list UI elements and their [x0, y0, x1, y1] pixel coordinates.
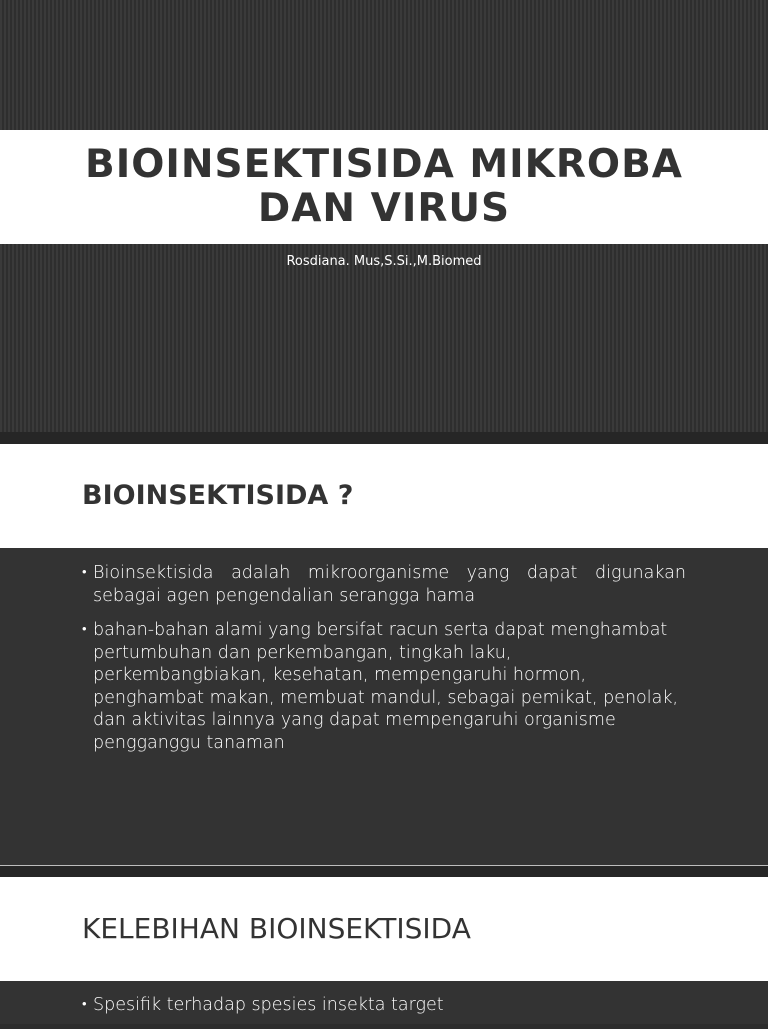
- slide3-content: [0, 981, 768, 1024]
- slide3-heading: KELEBIHAN BIOINSEKTISIDA: [82, 912, 471, 945]
- slide-subtitle: Rosdiana. Mus,S.Si.,M.Biomed: [286, 254, 482, 269]
- slide2-content: [0, 548, 768, 865]
- title-band: [0, 130, 768, 244]
- slide3-heading-band: [0, 877, 768, 981]
- slide2-heading-band: [0, 444, 768, 548]
- slide-title: BIOINSEKTISIDA MIKROBA DAN VIRUS: [85, 142, 683, 231]
- list-item: • Bioinsektisida adalah mikroorganisme yang dapat digunakan sebagai agen pengendalian serangga hama: [82, 562, 686, 607]
- list-item: • Spesifik terhadap spesies insekta target: [82, 994, 686, 1017]
- slide-gap: [0, 866, 768, 877]
- list-item: • bahan-bahan alami yang bersifat racun serta dapat menghambat pertumbuhan dan perkembangan, tingkah laku, perkembangbiakan, kesehatan, mempengaruhi hormon, penghambat makan, membuat mandul, sebagai pemikat, penolak, dan aktivitas lainnya yang dapat mempengaruhi organisme pengganggu tanaman: [82, 619, 686, 754]
- title-slide: [0, 0, 768, 432]
- slide2-heading: BIOINSEKTISIDA ?: [82, 480, 354, 511]
- slide3-bullet-list: [82, 994, 686, 1029]
- slide2-bullet-list: [82, 562, 686, 766]
- slide-gap: [0, 432, 768, 444]
